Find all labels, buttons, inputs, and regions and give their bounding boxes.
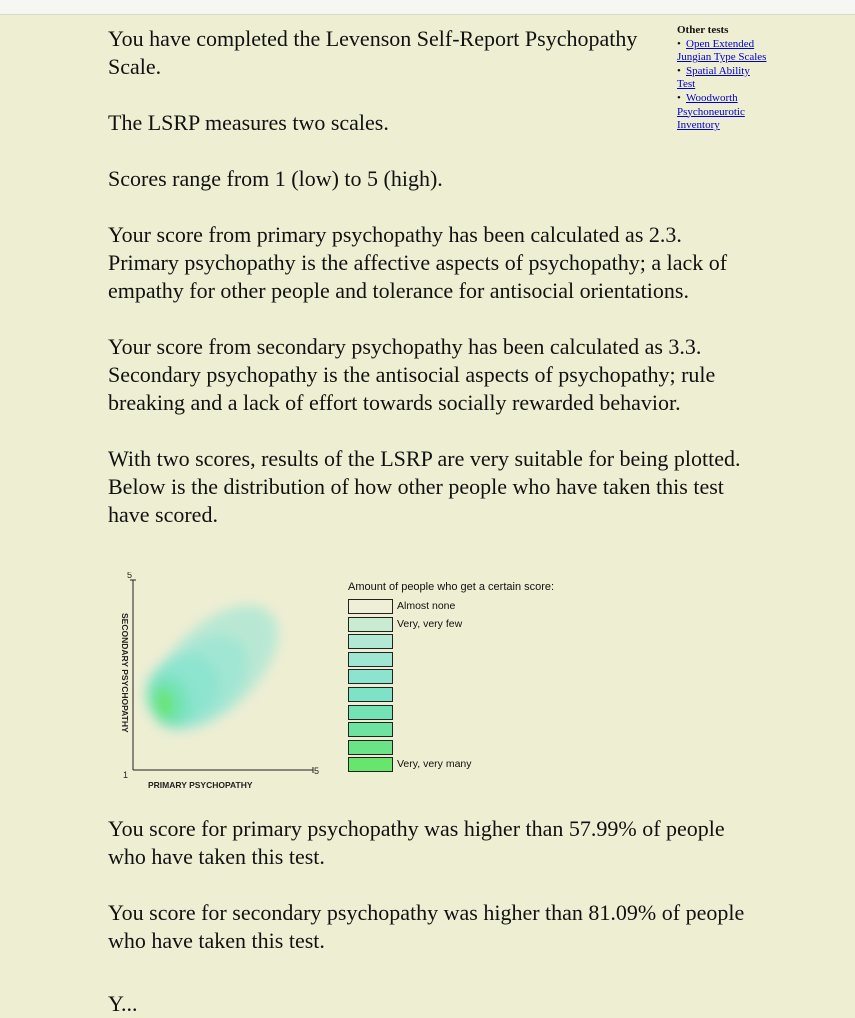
x-axis-label: PRIMARY PSYCHOPATHY <box>148 780 253 790</box>
other-tests-title: Other tests <box>677 24 729 36</box>
legend-swatch <box>348 652 393 667</box>
score-range-text: Scores range from 1 (low) to 5 (high). <box>108 166 443 191</box>
legend-label: Very, very many <box>397 758 472 771</box>
legend-swatch <box>348 599 393 614</box>
bullet-icon: • <box>677 37 681 50</box>
bullet-icon: • <box>677 64 681 77</box>
results-main-content <box>108 25 758 557</box>
legend-label: Very, very few <box>397 617 463 630</box>
x-tick-label-max: 5 <box>314 766 320 776</box>
other-test-item <box>677 92 767 133</box>
other-tests-sidebar <box>677 24 767 133</box>
legend-swatch <box>348 722 393 737</box>
link-spatial-ability[interactable]: Spatial Ability Test <box>677 64 750 91</box>
plot-intro-text: With two scores, results of the LSRP are very suitable for being plotted. Below is the distribution of how other people who have taken this test have scored. <box>108 446 741 527</box>
y-tick-label-max: 5 <box>127 572 133 580</box>
other-test-item <box>677 38 767 65</box>
legend-title: Amount of people who get a certain score: <box>348 581 555 593</box>
secondary-percentile-text: You score for secondary psychopathy was higher than 81.09% of people who have taken this test. <box>108 900 745 953</box>
other-test-item <box>677 65 767 92</box>
primary-percentile-text: You score for primary psychopathy was higher than 57.99% of people who have taken this test. <box>108 816 725 869</box>
completion-message: You have completed the Levenson Self-Report Psychopathy Scale. <box>108 26 638 79</box>
link-open-extended-jungian[interactable]: Open Extended Jungian Type Scales <box>677 37 767 64</box>
legend-swatch <box>348 634 393 649</box>
legend-swatch <box>348 687 393 702</box>
legend-swatch <box>348 617 393 632</box>
legend-swatch <box>348 740 393 755</box>
cut-off-text: Y... <box>108 991 138 1016</box>
scales-count-text: The LSRP measures two scales. <box>108 110 389 135</box>
legend-swatch <box>348 757 393 772</box>
bullet-icon: • <box>677 91 681 104</box>
primary-score-text: Your score from primary psychopathy has been calculated as 2.3. Primary psychopathy is the affective aspects of psychopathy; a lack of empathy for other people and tolerance for antisocial orientations. <box>108 222 728 303</box>
other-tests-list <box>677 38 767 133</box>
secondary-score-text: Your score from secondary psychopathy has been calculated as 3.3. Secondary psychopathy is the antisocial aspects of psychopathy; rule breaking and a lack of effort towards socially rewarded behavior. <box>108 334 716 415</box>
legend-label: Almost none <box>397 600 456 612</box>
y-axis-label: SECONDARY PSYCHOPATHY <box>120 613 130 733</box>
legend-swatch <box>348 669 393 684</box>
browser-top-strip <box>0 0 855 15</box>
legend-swatch <box>348 705 393 720</box>
distribution-heatmap <box>108 572 338 797</box>
y-tick-label-min: 1 <box>123 770 129 780</box>
link-woodworth[interactable]: Woodworth Psychoneurotic Inventory <box>677 91 745 132</box>
score-distribution-figure <box>108 572 568 797</box>
